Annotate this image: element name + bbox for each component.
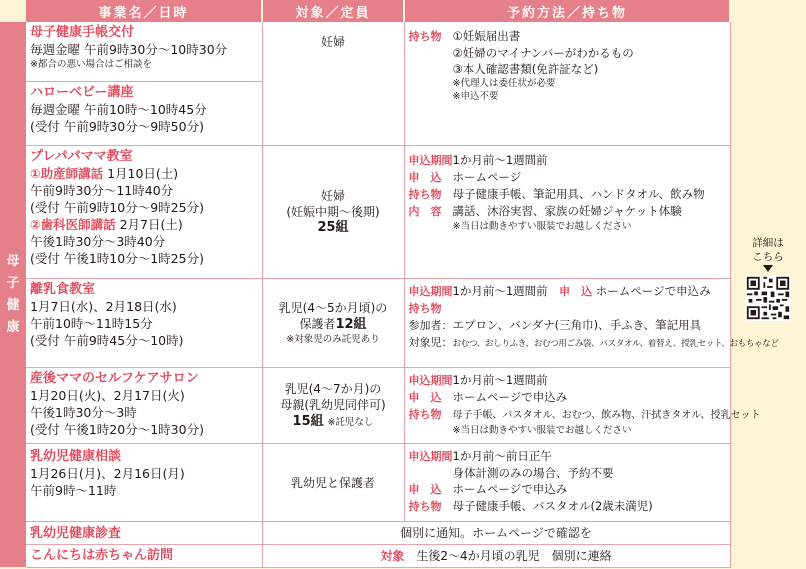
header-col3: 予約方法／持ち物 — [404, 0, 730, 22]
event-title: 離乳食教室 — [30, 282, 96, 298]
reserve-key: 申 込 — [408, 391, 442, 405]
header-col2: 対象／定員 — [262, 0, 404, 22]
arrow-down-icon — [763, 265, 773, 272]
reserve-key: 持ち物 — [408, 187, 442, 201]
event-line: (受付 午後1時20分～1時30分) — [30, 422, 204, 438]
qr-code-icon[interactable] — [745, 275, 791, 321]
event-hello-baby — [26, 82, 262, 146]
event-line: 午前10時～11時15分 — [30, 316, 153, 332]
belonging-3: ③本人確認書類(免許証など) — [452, 62, 599, 76]
reserve-key: 持ち物 — [408, 500, 442, 514]
target-text: 妊婦 — [320, 188, 345, 203]
target-text: 乳児(4～5か月頃)の — [278, 301, 388, 316]
reserve-key: 申 込 — [559, 285, 593, 299]
event-line: 1月7日(水)、2月18日(水) — [30, 299, 177, 315]
target-rinyushoku — [262, 279, 404, 368]
qr-block — [733, 236, 803, 325]
event-sango-mama — [26, 368, 262, 444]
side-char-2: 子 — [6, 275, 20, 291]
side-char-3: 健 — [6, 297, 20, 313]
event-line: (受付 午後1時10分～1時25分) — [30, 250, 204, 266]
reserve-key: 内 容 — [408, 204, 442, 218]
target-nyuyoji-sodan — [262, 444, 404, 522]
event-rinyushoku — [26, 279, 262, 368]
belonging-2: ②妊婦のマイナンバーがわかるもの — [452, 46, 634, 60]
header-corner — [0, 0, 26, 22]
event-line: 午前9時30分～11時40分 — [30, 182, 174, 198]
header-blank — [730, 0, 806, 22]
reserve-note: ※当日は動きやすい服装でお越しください — [452, 220, 632, 232]
reserve-value: ホームページで申込み — [452, 482, 568, 497]
capacity: 12組 — [335, 317, 367, 333]
event-line: (受付 午前9時30分～9時50分) — [30, 119, 204, 135]
reserve-sango-mama — [404, 368, 761, 444]
row-boshi-techo — [0, 22, 806, 82]
reserve-key: 申込期間 — [408, 450, 453, 464]
reserve-note: ※当日は動きやすい服装でお越しください — [452, 425, 632, 437]
event-title: プレパパママ教室 — [30, 148, 133, 164]
event-line: 午後1時30分～3時 — [30, 405, 137, 421]
side-char-1: 母 — [6, 253, 20, 269]
reserve-value: おむつ、おしりふき、おむつ用ごみ袋、バスタオル、着替え、授乳セット、おもちゃなど — [452, 339, 779, 350]
reserve-key: 申込期間 — [408, 374, 453, 388]
reserve-key: 対象児： — [408, 336, 453, 350]
header-row — [0, 0, 806, 22]
akachan-homon-info — [262, 544, 730, 567]
reserve-value: 1か月前～1週間前 — [452, 152, 548, 167]
reserve-value: 身体計測のみの場合、予約不要 — [452, 466, 614, 481]
row-rinyushoku — [0, 279, 806, 368]
event-boshi-techo — [26, 22, 262, 82]
event-akachan-homon — [26, 544, 262, 567]
target-text: 保護者 — [299, 317, 336, 332]
target-text: (妊娠中期～後期) — [286, 204, 380, 219]
reserve-key: 申 込 — [408, 483, 442, 497]
reserve-value: 講話、沐浴実習、家族の妊婦ジャケット体験 — [452, 203, 682, 218]
belongings-key: 持ち物 — [408, 30, 442, 43]
reserve-value: 1か月前～前日正午 — [452, 449, 552, 464]
belonging-1: ①妊娠届出書 — [452, 29, 521, 43]
kenko-shinsa-info — [262, 522, 730, 545]
reserve-key: 持ち物 — [408, 408, 442, 422]
target-sango-mama — [262, 368, 404, 444]
target-text: 妊婦 — [320, 35, 345, 49]
target-note: ※対象児のみ託児あり — [286, 334, 380, 346]
sub1-title: ①助産師講話 — [30, 165, 104, 181]
target-ninpu — [262, 22, 404, 145]
capacity-note: ※託児なし — [327, 417, 374, 429]
event-line: (受付 午前9時45分～10時) — [30, 333, 184, 349]
reserve-note-1: ※代理人は委任状が必要 — [452, 78, 556, 89]
event-kenko-shinsa — [26, 522, 262, 545]
qr-label-2: こちら — [752, 251, 784, 263]
reserve-key: 申 込 — [408, 170, 442, 184]
reserve-key: 申込期間 — [408, 285, 453, 299]
target-text: 乳児(4～7か月)の — [284, 382, 382, 397]
reserve-value: ホームページで申込み — [452, 390, 568, 405]
event-line: 1月20日(火)、2月17日(火) — [30, 388, 185, 404]
reserve-value: 母子健康手帳、筆記用具、ハンドタオル、飲み物 — [452, 186, 705, 201]
info-text: 個別に通知。ホームページで確認を — [400, 526, 592, 541]
target-prepapa — [262, 145, 404, 278]
reserve-rinyushoku — [404, 279, 779, 368]
event-title: 乳幼児健康相談 — [30, 449, 122, 465]
event-title: 産後ママのセルフケアサロン — [30, 371, 199, 387]
info-key: 対象 — [380, 548, 405, 563]
row-prepapa — [0, 145, 806, 278]
reserve-key: 持ち物 — [408, 302, 442, 316]
reserve-key: 申込期間 — [408, 153, 453, 167]
sub2-date: 2月7日(土) — [115, 216, 183, 232]
reserve-value: エプロン、バンダナ(三角巾)、手ふき、筆記用具 — [452, 318, 702, 333]
event-title: こんにちは赤ちゃん訪問 — [30, 548, 174, 564]
header-col1: 事業名／日時 — [26, 0, 262, 22]
sub2-title: ②歯科医師講話 — [30, 216, 116, 232]
reserve-boshi-techo — [404, 22, 730, 145]
target-text: 乳幼児と保護者 — [290, 475, 375, 490]
reserve-value: ホームページ — [452, 169, 522, 184]
reserve-value: 1か月前～1週間前 — [452, 373, 548, 388]
event-prepapa — [26, 145, 262, 278]
reserve-value: 1か月前～1週間前 — [452, 284, 548, 299]
reserve-prepapa — [404, 145, 730, 278]
row-sango-mama — [0, 368, 806, 444]
event-line: 1月26日(月)、2月16日(月) — [30, 466, 185, 482]
event-line: 午後1時30分～3時40分 — [30, 233, 166, 249]
reserve-value: 母子健康手帳、バスタオル(2歳未満児) — [452, 499, 653, 514]
event-nyuyoji-sodan — [26, 444, 262, 522]
reserve-nyuyoji-sodan — [404, 444, 730, 522]
target-text: 母親(乳幼児同伴可) — [280, 398, 386, 413]
event-line: 毎週金曜 午前10時～10時45分 — [30, 102, 207, 118]
side-label — [0, 22, 26, 567]
capacity: 25組 — [317, 219, 349, 235]
event-note: ※都合の悪い場合はご相談を — [30, 59, 152, 70]
event-line: 毎週金曜 午前9時30分～10時30分 — [30, 42, 228, 57]
reserve-value: ホームページで申込み — [595, 284, 711, 299]
reserve-key: 参加者： — [408, 319, 453, 333]
qr-label-1: 詳細は — [752, 237, 784, 249]
reserve-value: 母子手帳、バスタオル、おむつ、飲み物、汗拭きタオル、授乳セット — [452, 410, 761, 422]
event-title: 母子健康手帳交付 — [30, 25, 135, 40]
info-text: 生後2～4か月頃の乳児 個別に連絡 — [416, 548, 612, 563]
event-line: 午前9時～11時 — [30, 483, 117, 499]
row-akachan-homon — [0, 544, 806, 567]
event-title: ハローベビー講座 — [30, 85, 134, 101]
sub1-date: 1月10日(土) — [103, 165, 179, 181]
capacity: 15組 — [292, 414, 324, 430]
reserve-note-2: ※申込不要 — [452, 91, 499, 102]
event-line: (受付 午前9時10分～9時25分) — [30, 199, 204, 215]
row-nyuyoji-sodan — [0, 444, 806, 522]
row-kenko-shinsa — [0, 522, 806, 545]
event-title: 乳幼児健康診査 — [30, 525, 122, 541]
side-char-4: 康 — [6, 319, 20, 335]
